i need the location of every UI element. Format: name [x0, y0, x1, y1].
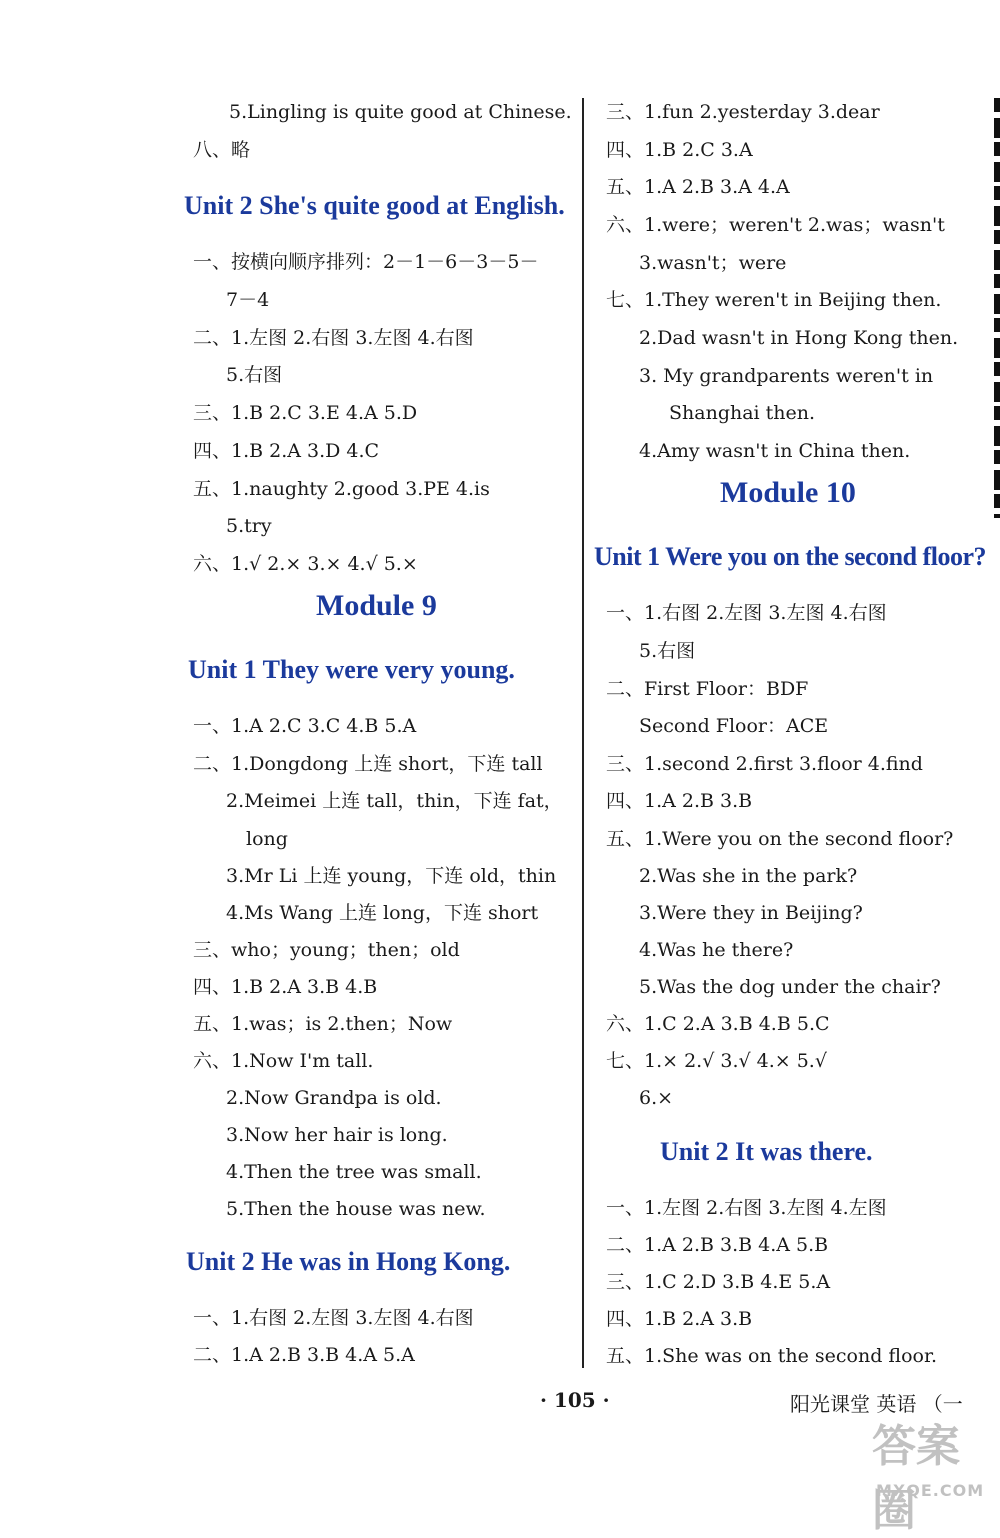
- answer-line: 5.try: [226, 515, 272, 537]
- answer-line: 五、1.was；is 2.then；Now: [193, 1013, 453, 1035]
- answer-line: 二、1.Dongdong 上连 short，下连 tall: [193, 753, 543, 775]
- answer-line: 一、1.A 2.C 3.C 4.B 5.A: [193, 715, 417, 737]
- answer-line: 二、First Floor：BDF: [606, 678, 809, 700]
- answer-line: 三、who；young；then；old: [193, 939, 460, 961]
- answer-line: 5.Then the house was new.: [226, 1198, 486, 1220]
- module-heading: Module 9: [316, 589, 437, 622]
- answer-line: 五、1.A 2.B 3.A 4.A: [606, 176, 790, 198]
- page-number: · 105 ·: [540, 1388, 610, 1412]
- answer-line: 三、1.second 2.first 3.floor 4.find: [606, 753, 923, 775]
- answer-line: 五、1.She was on the second floor.: [606, 1345, 938, 1367]
- column-divider: [582, 98, 584, 1368]
- answer-line: 3.Mr Li 上连 young，下连 old，thin: [226, 865, 557, 887]
- answer-line: 四、1.B 2.A 3.B 4.B: [193, 976, 378, 998]
- unit-heading: Unit 2 He was in Hong Kong.: [186, 1247, 511, 1276]
- unit-heading: Unit 1 Were you on the second floor?: [594, 542, 986, 571]
- answer-line: 七、1.× 2.√ 3.√ 4.× 5.√: [606, 1050, 827, 1072]
- answer-line: 一、1.右图 2.左图 3.左图 4.右图: [193, 1307, 474, 1329]
- answer-line: 4.Ms Wang 上连 long，下连 short: [226, 902, 539, 924]
- answer-line: 四、1.B 2.C 3.A: [606, 139, 753, 161]
- watermark-logo: [872, 1410, 992, 1536]
- unit-heading: Unit 2 It was there.: [660, 1137, 873, 1166]
- unit-heading: Unit 2 She's quite good at English.: [184, 191, 565, 220]
- answer-line: 3.wasn't；were: [639, 252, 787, 274]
- answer-line: 5.Lingling is quite good at Chinese.: [229, 101, 572, 123]
- answer-line: 4.Amy wasn't in China then.: [639, 440, 911, 462]
- answer-line: 5.右图: [226, 364, 283, 386]
- answer-line: 6.×: [639, 1087, 674, 1109]
- answer-line: 三、1.C 2.D 3.B 4.E 5.A: [606, 1271, 831, 1293]
- answer-line: 一、1.左图 2.右图 3.左图 4.左图: [606, 1197, 887, 1219]
- answer-line: 二、1.左图 2.右图 3.左图 4.右图: [193, 327, 474, 349]
- answer-line: 5.Was the dog under the chair?: [639, 976, 941, 998]
- answer-line: Shanghai then.: [669, 402, 816, 424]
- page-edge-strip: [994, 98, 1000, 518]
- answer-line: 4.Was he there?: [639, 939, 794, 961]
- answer-line: 一、按横向顺序排列：2－1－6－3－5－: [193, 251, 539, 273]
- answer-line: Second Floor：ACE: [639, 715, 829, 737]
- answer-line: 四、1.B 2.A 3.D 4.C: [193, 440, 380, 462]
- answer-line: 一、1.右图 2.左图 3.左图 4.右图: [606, 602, 887, 624]
- answer-line: 八、略: [193, 139, 251, 161]
- book-title: 阳光课堂 英语 （一: [790, 1392, 963, 1416]
- module-heading: Module 10: [720, 476, 856, 509]
- answer-line: 六、1.C 2.A 3.B 4.B 5.C: [606, 1013, 830, 1035]
- answer-line: 2.Was she in the park?: [639, 865, 858, 887]
- watermark-text: 答案圈: [872, 1421, 960, 1536]
- answer-line: long: [246, 828, 288, 850]
- unit-heading: Unit 1 They were very young.: [188, 655, 515, 684]
- answer-line: 2.Meimei 上连 tall，thin，下连 fat，: [226, 790, 563, 812]
- answer-line: 3.Were they in Beijing?: [639, 902, 863, 924]
- answer-line: 2.Dad wasn't in Hong Kong then.: [639, 327, 959, 349]
- answer-line: 三、1.B 2.C 3.E 4.A 5.D: [193, 402, 418, 424]
- answer-line: 4.Then the tree was small.: [226, 1161, 482, 1183]
- answer-line: 5.右图: [639, 640, 696, 662]
- answer-line: 四、1.A 2.B 3.B: [606, 790, 753, 812]
- answer-line: 3. My grandparents weren't in: [639, 365, 934, 387]
- answer-line: 六、1.Now I'm tall.: [193, 1050, 374, 1072]
- answer-line: 五、1.Were you on the second floor?: [606, 828, 954, 850]
- answer-line: 2.Now Grandpa is old.: [226, 1087, 442, 1109]
- answer-line: 七、1.They weren't in Beijing then.: [606, 289, 942, 311]
- answer-line: 六、1.√ 2.× 3.× 4.√ 5.×: [193, 553, 418, 575]
- answer-line: 7－4: [226, 289, 270, 311]
- answer-line: 3.Now her hair is long.: [226, 1124, 448, 1146]
- answer-line: 六、1.were；weren't 2.was；wasn't: [606, 214, 945, 236]
- answer-line: 四、1.B 2.A 3.B: [606, 1308, 753, 1330]
- answer-line: 三、1.fun 2.yesterday 3.dear: [606, 101, 880, 123]
- answer-line: 二、1.A 2.B 3.B 4.A 5.A: [193, 1344, 415, 1366]
- watermark-url: MXQE.COM: [876, 1481, 985, 1500]
- answer-line: 五、1.naughty 2.good 3.PE 4.is: [193, 478, 490, 500]
- answer-line: 二、1.A 2.B 3.B 4.A 5.B: [606, 1234, 829, 1256]
